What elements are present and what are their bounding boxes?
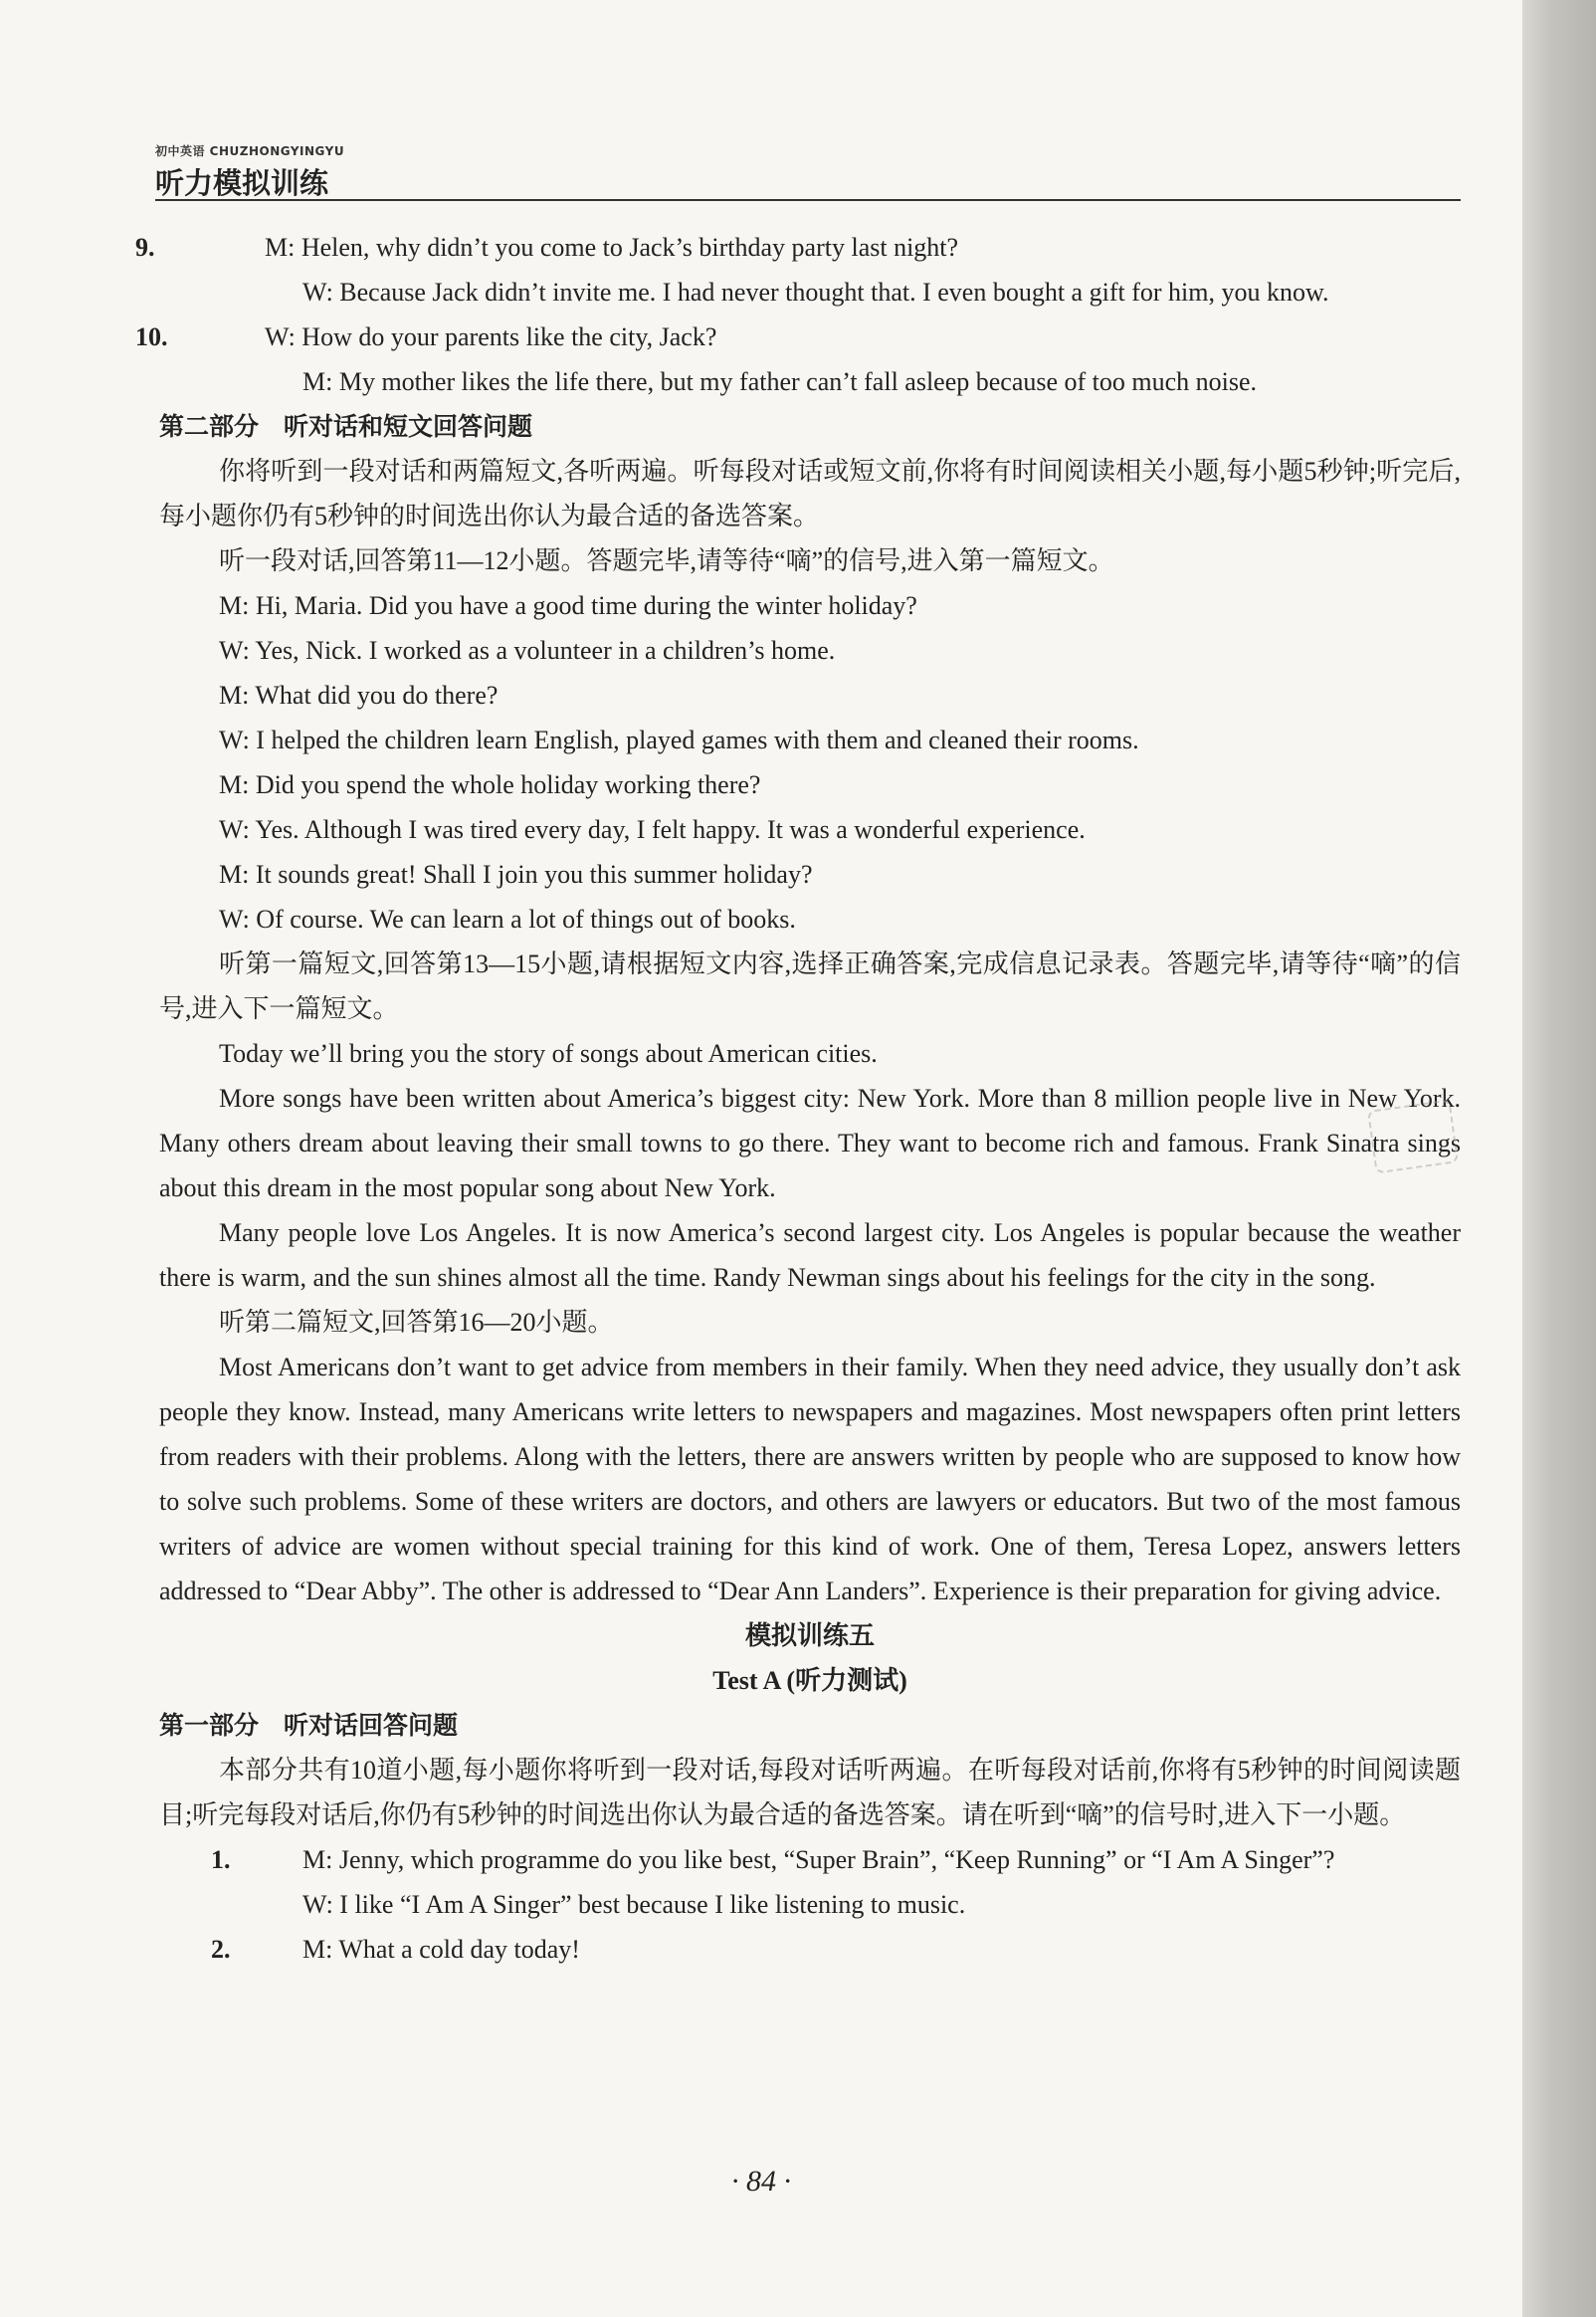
text-line bbox=[159, 628, 1461, 673]
text-line bbox=[159, 404, 1461, 449]
text-line bbox=[159, 942, 1461, 1031]
text-line bbox=[159, 852, 1461, 897]
line-text: W: Yes, Nick. I worked as a volunteer in a children’s home. bbox=[219, 636, 836, 665]
text-line bbox=[159, 449, 1461, 538]
line-text: W: I helped the children learn English, played games with them and cleaned their rooms. bbox=[219, 726, 1139, 754]
line-text: Most Americans don’t want to get advice from members in their family. When they need advice, they usually don’t ask people they know. Instead, many Americans write letters to newspapers and magazines. Most newspapers often print letters from readers with their problems. Along with the letters, there are answers written by people who are supposed to know how to solve such problems. Some of these writers are doctors, and others are lawyers or educators. But two of the most famous writers of advice are women without special training for this kind of work. One of them, Teresa Lopez, answers letters addressed to “Dear Abby”. The other is addressed to “Dear Ann Landers”. Experience is their preparation for giving advice. bbox=[159, 1353, 1461, 1605]
line-text: Today we’ll bring you the story of songs about American cities. bbox=[219, 1039, 878, 1068]
line-text: Test A (听力测试) bbox=[712, 1666, 907, 1695]
page-number: · 84 · bbox=[731, 2165, 791, 2198]
line-text: M: Helen, why didn’t you come to Jack’s birthday party last night? bbox=[265, 233, 959, 262]
text-line bbox=[159, 1076, 1461, 1210]
line-text: M: My mother likes the life there, but my father can’t fall asleep because of too much noise. bbox=[302, 367, 1258, 396]
text-line bbox=[135, 315, 1461, 359]
question-number: 9. bbox=[135, 233, 155, 262]
line-text: W: Of course. We can learn a lot of things out of books. bbox=[219, 905, 796, 934]
text-line bbox=[159, 1927, 1461, 1972]
header-title: 听力模拟训练 bbox=[155, 166, 329, 200]
line-text: W: Because Jack didn’t invite me. I had never thought that. I even bought a gift for him, you know. bbox=[302, 278, 1329, 307]
text-line bbox=[159, 1703, 1461, 1748]
line-text: M: What a cold day today! bbox=[302, 1935, 580, 1964]
text-line bbox=[135, 225, 1461, 270]
text-line bbox=[159, 1345, 1461, 1613]
line-text: 第二部分 听对话和短文回答问题 bbox=[159, 412, 533, 441]
text-line bbox=[159, 762, 1461, 807]
text-line bbox=[159, 538, 1461, 583]
text-line bbox=[159, 807, 1461, 852]
line-text: W: I like “I Am A Singer” best because I like listening to music. bbox=[302, 1890, 966, 1919]
stamp-mark bbox=[1367, 1099, 1459, 1173]
line-text: M: Did you spend the whole holiday working there? bbox=[219, 770, 761, 799]
page-edge bbox=[1522, 0, 1596, 2317]
text-line bbox=[159, 718, 1461, 762]
question-number: 2. bbox=[211, 1935, 231, 1964]
page-content bbox=[135, 225, 1461, 1972]
text-line bbox=[159, 1837, 1461, 1882]
text-line bbox=[159, 583, 1461, 628]
question-number: 10. bbox=[135, 322, 168, 351]
line-text: 听第二篇短文,回答第16—20小题。 bbox=[219, 1308, 614, 1337]
line-text: 第一部分 听对话回答问题 bbox=[159, 1711, 459, 1740]
line-text: 听第一篇短文,回答第13—15小题,请根据短文内容,选择正确答案,完成信息记录表。答题完毕,请等待“嘀”的信号,进入下一篇短文。 bbox=[159, 949, 1461, 1023]
header-subtitle: 初中英语 CHUZHONGYINGYU bbox=[155, 144, 345, 158]
text-line bbox=[159, 1210, 1461, 1300]
question-number: 1. bbox=[211, 1845, 231, 1874]
line-text: 本部分共有10道小题,每小题你将听到一段对话,每段对话听两遍。在听每段对话前,你将有5秒钟的时间阅读题目;听完每段对话后,你仍有5秒钟的时间选出你认为最合适的备选答案。请在听到“嘀”的信号时,进入下一小题。 bbox=[159, 1756, 1461, 1829]
line-text: Many people love Los Angeles. It is now America’s second largest city. Los Angeles is popular because the weather there is warm, and the sun shines almost all the time. Randy Newman sings about his feelings for the city in the song. bbox=[159, 1218, 1461, 1292]
line-text: W: Yes. Although I was tired every day, I felt happy. It was a wonderful experience. bbox=[219, 815, 1086, 844]
line-text: W: How do your parents like the city, Jack? bbox=[265, 322, 717, 351]
line-text: M: Jenny, which programme do you like best, “Super Brain”, “Keep Running” or “I Am A Singer”? bbox=[302, 1845, 1335, 1874]
page-header bbox=[155, 142, 344, 202]
text-line bbox=[159, 1031, 1461, 1076]
header-rule bbox=[155, 199, 1461, 201]
line-text: 听一段对话,回答第11—12小题。答题完毕,请等待“嘀”的信号,进入第一篇短文。 bbox=[219, 546, 1114, 575]
line-text: M: What did you do there? bbox=[219, 681, 499, 710]
text-line bbox=[159, 1613, 1461, 1658]
text-line bbox=[159, 1882, 1461, 1927]
line-text: More songs have been written about America’s biggest city: New York. More than 8 million people live in New York. Many others dream about leaving their small towns to go there. They want to become rich and famous. Frank Sinatra sings about this dream in the most popular song about New York. bbox=[159, 1084, 1461, 1202]
text-line bbox=[159, 1658, 1461, 1703]
text-line bbox=[159, 1300, 1461, 1345]
text-line bbox=[159, 1748, 1461, 1837]
line-text: M: Hi, Maria. Did you have a good time during the winter holiday? bbox=[219, 591, 917, 620]
text-line bbox=[159, 359, 1461, 404]
line-text: 你将听到一段对话和两篇短文,各听两遍。听每段对话或短文前,你将有时间阅读相关小题,每小题5秒钟;听完后,每小题你仍有5秒钟的时间选出你认为最合适的备选答案。 bbox=[159, 457, 1461, 530]
line-text: M: It sounds great! Shall I join you this summer holiday? bbox=[219, 860, 813, 889]
line-text: 模拟训练五 bbox=[744, 1621, 875, 1650]
text-line bbox=[159, 270, 1461, 315]
text-line bbox=[159, 673, 1461, 718]
text-line bbox=[159, 897, 1461, 942]
